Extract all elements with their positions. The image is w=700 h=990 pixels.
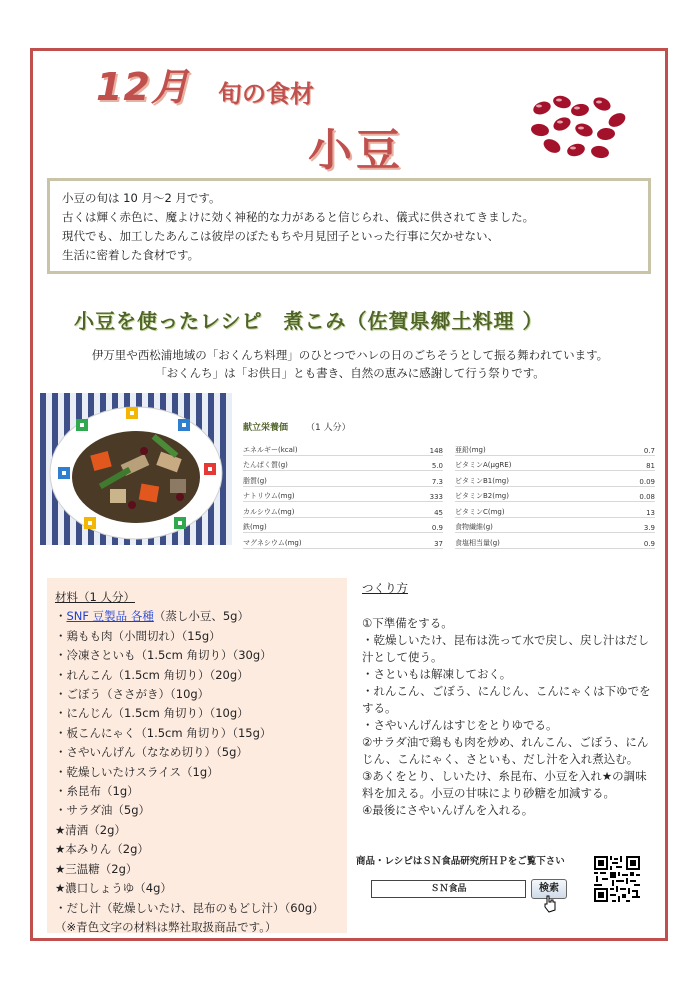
dish-photo: [40, 393, 232, 545]
intro-line: 小豆の旬は 10 月～2 月です。: [62, 191, 221, 205]
nutrient-value: 0.08: [639, 493, 655, 501]
nutrition-row: [455, 518, 655, 534]
nutrition-heading: [243, 420, 351, 433]
month-label: 12月: [96, 65, 190, 109]
product-link[interactable]: SNF 豆製品 各種: [66, 609, 154, 624]
nutrient-name: 脂質(g): [243, 476, 267, 485]
page-title: 小豆: [308, 125, 404, 176]
ingredient-item: ★濃口しょうゆ（4g）: [55, 881, 172, 896]
method-step: ③あくをとり、しいたけ、糸昆布、小豆を入れ★の調味料を加える。小豆の甘味により砂糖を加減する。: [362, 769, 647, 800]
nutrient-name: ビタミンB1(mg): [455, 476, 509, 485]
nutrient-value: 0.9: [431, 524, 443, 532]
intro-box: [47, 178, 651, 274]
ingredients-box: [47, 578, 347, 933]
nutrient-name: エネルギー(kcal): [243, 445, 298, 454]
nutrient-name: 鉄(mg): [243, 523, 267, 531]
ingredient-item: ・だし汁（乾燥しいたけ、昆布のもどし汁）（60g）: [55, 900, 324, 915]
intro-line: 現代でも、加工したあんこは彼岸のぼたもちや月見団子といった行事に欠かせない、: [62, 229, 499, 243]
nutrient-name: ビタミンB2(mg): [455, 492, 509, 500]
nutrition-title: 献立栄養価: [243, 423, 289, 433]
ingredient-item: ★三温糖（2g）: [55, 861, 138, 876]
nutrient-value: 37: [434, 539, 443, 548]
search-input[interactable]: ＳＮ食品: [371, 880, 526, 898]
nutrient-value: 3.9: [643, 524, 655, 532]
ingredient-item: ・にんじん（1.5cm 角切り）（10g）: [55, 706, 249, 721]
ingredients-note: （※青色文字の材料は弊社取扱商品です。）: [55, 919, 277, 934]
ingredient-bullet: ・: [55, 609, 67, 624]
ingredient-item: ・乾燥しいたけスライス（1g）: [55, 764, 219, 779]
nutrition-row: [455, 533, 655, 549]
nutrition-row: [243, 533, 443, 549]
nutrient-name: ナトリウム(mg): [243, 492, 295, 500]
nutrition-table-right: [455, 440, 655, 549]
nutrition-row: [243, 471, 443, 487]
ingredient-item: ・さやいんげん（ななめ切り）（5g）: [55, 745, 248, 760]
nutrient-name: マグネシウム(mg): [243, 538, 302, 547]
ingredient-item: ★本みりん（2g）: [55, 842, 149, 857]
nutrient-name: たんぱく質(g): [243, 461, 288, 469]
nutrition-row: [243, 456, 443, 472]
method-step: ②サラダ油で鶏もも肉を炒め、れんこん、ごぼう、にんじん、こんにゃく、さといも、だし汁を入れ煮込む。: [362, 735, 649, 766]
nutrient-value: 0.7: [643, 446, 655, 455]
nutrition-row: [243, 518, 443, 534]
ingredient-item: ・れんこん（1.5cm 角切り）（20g）: [55, 667, 249, 682]
pointer-cursor-icon: [543, 895, 557, 913]
nutrition-row: [455, 440, 655, 456]
nutrition-row: [243, 440, 443, 456]
nutrient-name: 亜鉛(mg): [455, 445, 486, 454]
nutrition-table-left: [243, 440, 443, 549]
ingredient-item: ・鶏もも肉（小間切れ）（15g）: [55, 628, 221, 643]
nutrient-value: 81: [646, 462, 655, 470]
method-section: [362, 580, 657, 819]
nutrition-row: [243, 502, 443, 518]
ingredient-item: ・糸昆布（1g）: [55, 784, 139, 799]
nutrient-value: 7.3: [431, 477, 443, 486]
nutrient-value: 13: [646, 508, 655, 517]
nutrition-serving: （1 人分）: [306, 423, 351, 433]
method-step: ④最後にさやいんげんを入れる。: [362, 803, 534, 817]
method-step: ①下準備をする。: [362, 616, 453, 630]
nutrient-value: 0.9: [643, 539, 655, 548]
nutrition-row: [243, 487, 443, 503]
qr-code-icon[interactable]: [594, 856, 640, 902]
ingredient-detail: （蒸し小豆、5g）: [153, 609, 249, 624]
nutrient-value: 148: [429, 446, 443, 455]
method-heading: つくり方: [362, 581, 408, 595]
nutrient-value: 5.0: [431, 462, 443, 470]
method-step: ・れんこん、ごぼう、にんじん、こんにゃくは下ゆでをする。: [362, 684, 651, 715]
nutrient-name: 食物繊維(g): [455, 523, 493, 531]
intro-line: 生活に密着した食材です。: [62, 248, 200, 262]
month-subtitle: 旬の食材: [218, 80, 314, 108]
ingredient-item: [55, 607, 339, 626]
recipe-desc-line: 伊万里や西松浦地域の「おくんち料理」のひとつでハレの日のごちそうとして振る舞われています。: [91, 348, 609, 362]
nutrition-row: [455, 502, 655, 518]
nutrient-name: ビタミンA(μgRE): [455, 461, 512, 469]
azuki-beans-image: [522, 88, 632, 168]
nutrient-name: カルシウム(mg): [243, 507, 295, 516]
ingredient-item: ★清酒（2g）: [55, 822, 126, 837]
nutrient-name: 食塩相当量(g): [455, 538, 500, 547]
ingredient-item: ・サラダ油（5g）: [55, 803, 151, 818]
nutrient-value: 0.09: [639, 477, 655, 486]
ingredient-item: ・板こんにゃく（1.5cm 角切り）（15g）: [55, 725, 272, 740]
search-button[interactable]: 検索: [531, 879, 567, 899]
recipe-title: 小豆を使ったレシピ 煮こみ（佐賀県郷土料理 ）: [74, 309, 544, 333]
recipe-desc-line: 「おくんち」は「お供日」とも書き、自然の恵みに感謝して行う祭りです。: [155, 366, 545, 380]
method-step: ・さやいんげんはすじをとりゆでる。: [362, 718, 558, 732]
intro-line: 古くは輝く赤色に、魔よけに効く神秘的な力があると信じられ、儀式に供されてきました。: [62, 210, 535, 224]
nutrient-value: 45: [434, 508, 443, 517]
ingredients-heading: 材料（1 人分）: [55, 590, 135, 604]
recipe-description: [40, 346, 660, 382]
nutrition-row: [455, 487, 655, 503]
ingredient-item: ・ごぼう（ささがき）（10g）: [55, 687, 210, 702]
method-step: ・さといもは解凍しておく。: [362, 667, 512, 681]
nutrition-row: [455, 456, 655, 472]
method-step: ・乾燥しいたけ、昆布は洗って水で戻し、戻し汁はだし汁として使う。: [362, 633, 650, 664]
homepage-note: 商品・レシピはＳＮ食品研究所ＨＰをご覧下さい: [356, 856, 565, 867]
nutrient-value: 333: [429, 493, 443, 501]
nutrient-name: ビタミンC(mg): [455, 507, 505, 516]
nutrition-row: [455, 471, 655, 487]
ingredient-item: ・冷凍さといも（1.5cm 角切り）（30g）: [55, 648, 272, 663]
